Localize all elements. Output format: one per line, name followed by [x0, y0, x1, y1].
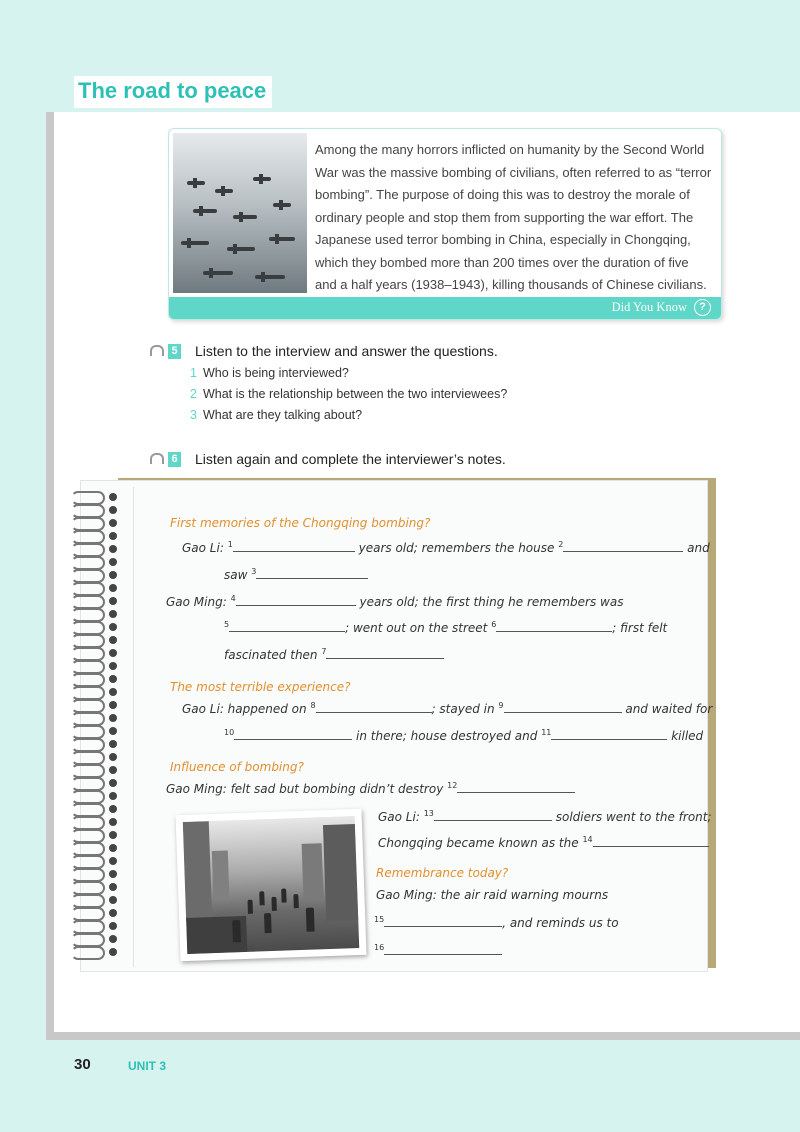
notes-line: Chongqing became known as the $^{14}$: [378, 834, 709, 850]
unit-label: UNIT 3: [128, 1059, 167, 1073]
binding-hole: [109, 792, 117, 800]
spiral-coil: [71, 686, 105, 700]
binding-hole: [109, 844, 117, 852]
spiral-coil: [71, 634, 105, 648]
notes-heading: The most terrible experience?: [170, 680, 351, 694]
spiral-coil: [71, 816, 105, 830]
blank-16[interactable]: [384, 942, 502, 955]
spiral-coil: [71, 647, 105, 661]
notes-line: $^5$ ; went out on the street $^6$ ; first felt: [224, 620, 668, 635]
bomber-planes-photo: [173, 133, 307, 293]
blank-12[interactable]: [457, 780, 575, 793]
binding-hole: [109, 506, 117, 514]
binding-hole: [109, 883, 117, 891]
spiral-coil: [71, 504, 105, 518]
spiral-coil: [71, 868, 105, 882]
headphones-icon[interactable]: [150, 345, 162, 357]
binding-hole: [109, 818, 117, 826]
binding-hole: [109, 701, 117, 709]
notes-heading: Remembrance today?: [376, 866, 509, 880]
spiral-coil: [71, 712, 105, 726]
question-icon: ?: [694, 299, 711, 316]
blank-9[interactable]: [504, 700, 622, 713]
blank-8[interactable]: [316, 700, 432, 713]
binding-hole: [109, 948, 117, 956]
question-item: 3 What are they talking about?: [190, 408, 363, 422]
binding-hole: [109, 831, 117, 839]
exercise-number-badge: 5: [168, 344, 181, 359]
did-you-know-label: Did You Know: [611, 300, 687, 314]
notes-heading: First memories of the Chongqing bombing?: [170, 516, 431, 530]
notes-line: saw $^3$: [224, 566, 368, 582]
spiral-coil: [71, 699, 105, 713]
binding-hole: [109, 870, 117, 878]
chongqing-ruins-photo: [176, 809, 367, 961]
spiral-coil: [71, 751, 105, 765]
spiral-coil: [71, 829, 105, 843]
binding-hole: [109, 649, 117, 657]
notes-line: Gao Li: $^{13}$ soldiers went to the front;: [378, 809, 712, 824]
notes-line: Gao Ming: felt sad but bombing didn’t destroy $^{12}$: [166, 780, 575, 796]
spiral-coil: [71, 608, 105, 622]
binding-hole: [109, 857, 117, 865]
binding-hole: [109, 636, 117, 644]
notes-line: Gao Ming: $^4$ years old; the first thing he remembers was: [166, 594, 624, 609]
notes-line: $^{15}$ , and reminds us to: [374, 915, 619, 930]
binding-hole: [109, 545, 117, 553]
binding-hole: [109, 753, 117, 761]
exercise-5: [150, 343, 507, 426]
blank-4[interactable]: [236, 593, 356, 606]
spiral-coil: [71, 725, 105, 739]
notes-line: Gao Li: $^1$ years old; remembers the house $^2$ and: [182, 540, 710, 555]
exercise-number-badge: 6: [168, 452, 181, 467]
notes-line: Gao Ming: the air raid warning mourns: [376, 888, 609, 902]
binding-hole: [109, 571, 117, 579]
notes-line: Gao Li: happened on $^8$ ; stayed in $^9$ and waited for: [182, 701, 713, 716]
spiral-coil: [71, 842, 105, 856]
spiral-coil: [71, 595, 105, 609]
blank-5[interactable]: [229, 619, 345, 632]
spiral-coil: [71, 569, 105, 583]
blank-11[interactable]: [551, 727, 667, 740]
spiral-coil: [71, 855, 105, 869]
blank-13[interactable]: [434, 808, 552, 821]
exercise-instruction: Listen to the interview and answer the questions.: [195, 343, 498, 359]
spiral-coil: [71, 582, 105, 596]
notes-heading: Influence of bombing?: [170, 760, 304, 774]
blank-10[interactable]: [234, 727, 352, 740]
question-item: 2 What is the relationship between the two interviewees?: [190, 387, 508, 401]
notes-line: $^{10}$ in there; house destroyed and $^{11}$ killed: [224, 728, 704, 743]
spiral-coil: [71, 517, 105, 531]
spiral-coil: [71, 803, 105, 817]
binding-hole: [109, 727, 117, 735]
binding-hole: [109, 493, 117, 501]
spiral-coil: [71, 777, 105, 791]
blank-2[interactable]: [563, 539, 683, 552]
spiral-coil: [71, 907, 105, 921]
binding-hole: [109, 623, 117, 631]
spiral-coil: [71, 543, 105, 557]
notes-line: fascinated then $^7$: [224, 646, 444, 662]
binding-hole: [109, 610, 117, 618]
binding-hole: [109, 675, 117, 683]
spiral-coil: [71, 894, 105, 908]
binding-hole: [109, 584, 117, 592]
blank-7[interactable]: [326, 646, 444, 659]
blank-6[interactable]: [496, 619, 612, 632]
spiral-coil: [71, 621, 105, 635]
spiral-coil: [71, 881, 105, 895]
binding-hole: [109, 688, 117, 696]
blank-14[interactable]: [593, 834, 709, 847]
did-you-know-text: Among the many horrors inflicted on humanity by the Second World War was the massive bombing of civilians, often referred to as “terror bombing”. The purpose of doing this was to destroy the morale of ordinary people and stop them from supporting the war effort. The Japanese used terror bombing in China, especially in Chongqing, which they bombed more than 200 times over the duration of five and a half years (1938–1943), killing thousands of Chinese civilians.: [315, 142, 712, 292]
binding-hole: [109, 597, 117, 605]
spiral-coil: [71, 933, 105, 947]
question-list: [190, 363, 507, 426]
binding-hole: [109, 922, 117, 930]
page-number: 30: [74, 1056, 91, 1073]
spiral-coil: [71, 946, 105, 960]
binding-hole: [109, 714, 117, 722]
exercise-6: [150, 451, 506, 467]
spiral-coil: [71, 790, 105, 804]
page-title: The road to peace: [74, 76, 272, 108]
blank-15[interactable]: [384, 914, 502, 927]
spiral-coil: [71, 660, 105, 674]
exercise-instruction: Listen again and complete the interviewer’s notes.: [195, 451, 506, 467]
spiral-coil: [71, 491, 105, 505]
spiral-coil: [71, 673, 105, 687]
spiral-coil: [71, 556, 105, 570]
binding-hole: [109, 909, 117, 917]
binding-hole: [109, 740, 117, 748]
question-item: 1 Who is being interviewed?: [190, 366, 349, 380]
blank-1[interactable]: [233, 539, 355, 552]
binding-hole: [109, 519, 117, 527]
binding-hole: [109, 532, 117, 540]
headphones-icon[interactable]: [150, 453, 162, 465]
binding-hole: [109, 766, 117, 774]
binding-hole: [109, 662, 117, 670]
did-you-know-box: [168, 128, 722, 320]
spiral-coil: [71, 738, 105, 752]
notes-line: 16: [374, 942, 502, 958]
binding-hole: [109, 805, 117, 813]
spiral-coil: [71, 764, 105, 778]
spiral-coil: [71, 530, 105, 544]
spiral-coil: [71, 920, 105, 934]
blank-3[interactable]: [256, 566, 368, 579]
binding-hole: [109, 558, 117, 566]
binding-hole: [109, 896, 117, 904]
did-you-know-bar: [169, 297, 721, 319]
binding-hole: [109, 935, 117, 943]
binding-hole: [109, 779, 117, 787]
